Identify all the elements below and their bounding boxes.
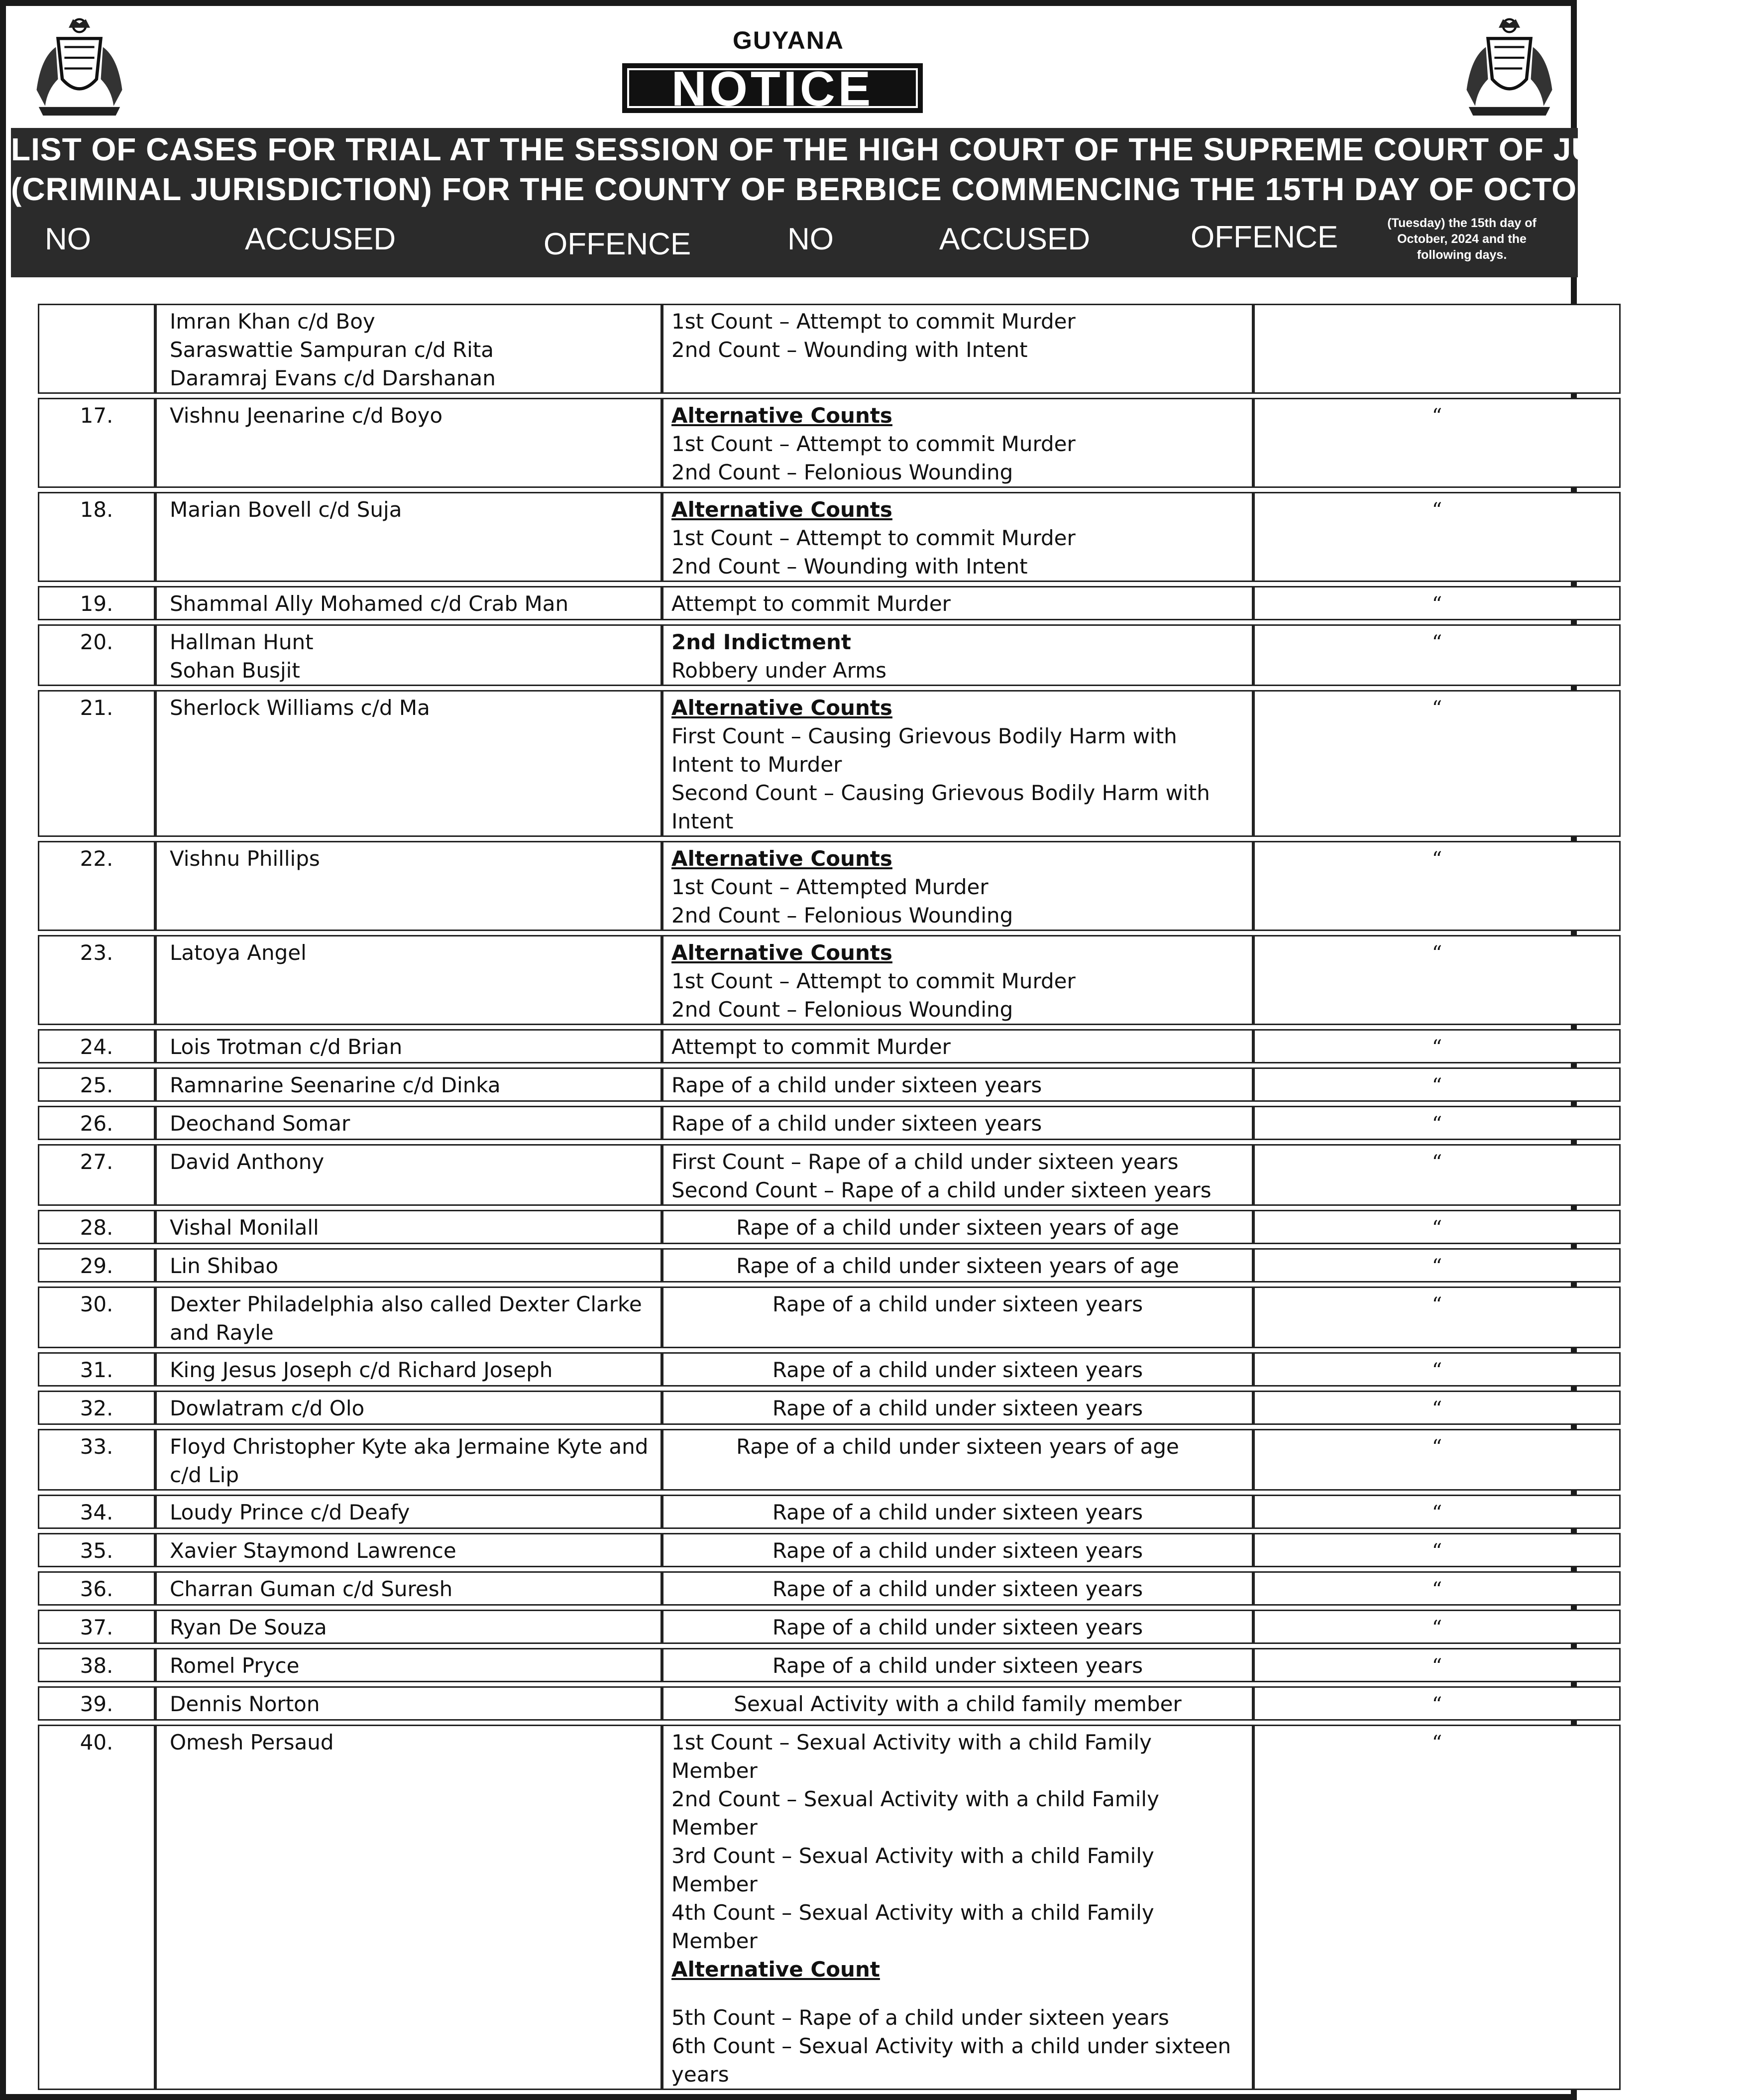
offence-line: Rape of a child under sixteen years bbox=[772, 1396, 1143, 1420]
table-row bbox=[38, 398, 1621, 488]
offence-cell bbox=[662, 1686, 1253, 1721]
accused-name: Lois Trotman c/d Brian bbox=[170, 1035, 403, 1059]
ditto-mark: “ bbox=[1431, 1217, 1442, 1240]
date-cell bbox=[1253, 1029, 1621, 1063]
offence-cell bbox=[662, 1352, 1253, 1387]
offence-line: Rape of a child under sixteen years bbox=[772, 1538, 1143, 1563]
case-number: 28. bbox=[38, 1210, 155, 1244]
accused-name: Hallman Hunt bbox=[170, 630, 314, 654]
table-row bbox=[38, 841, 1621, 931]
table-row bbox=[38, 935, 1621, 1025]
table-row bbox=[38, 1144, 1621, 1206]
offence-line: 4th Count – Sexual Activity with a child Family Member bbox=[671, 1900, 1154, 1953]
table-row bbox=[38, 1286, 1621, 1348]
ditto-mark: “ bbox=[1431, 631, 1442, 654]
ditto-mark: “ bbox=[1431, 1293, 1442, 1316]
offence-line: 2nd Count – Felonious Wounding bbox=[671, 460, 1013, 484]
offence-cell bbox=[662, 1495, 1253, 1529]
offence-cell bbox=[662, 1391, 1253, 1425]
table-row bbox=[38, 1210, 1621, 1244]
accused-name: Marian Bovell c/d Suja bbox=[170, 497, 402, 522]
table-row bbox=[38, 492, 1621, 582]
table-row bbox=[38, 1106, 1621, 1140]
title-banner bbox=[11, 128, 1761, 277]
case-number: 30. bbox=[38, 1286, 155, 1348]
offence-line: 2nd Count – Wounding with Intent bbox=[671, 554, 1028, 579]
offence-cell bbox=[662, 1067, 1253, 1102]
table-row bbox=[38, 1610, 1621, 1644]
offence-cell bbox=[662, 841, 1253, 931]
accused-name: Vishnu Phillips bbox=[170, 846, 320, 871]
offence-cell bbox=[662, 1210, 1253, 1244]
offence-line: 6th Count – Sexual Activity with a child under sixteen years bbox=[671, 2034, 1231, 2087]
offence-line: 2nd Count – Sexual Activity with a child Family Member bbox=[671, 1787, 1159, 1840]
accused-cell bbox=[155, 1610, 662, 1644]
accused-name: Vishnu Jeenarine c/d Boyo bbox=[170, 403, 443, 428]
accused-name: Dexter Philadelphia also called Dexter Clarke and Rayle bbox=[170, 1292, 642, 1345]
offence-cell bbox=[662, 1610, 1253, 1644]
case-number: 18. bbox=[38, 492, 155, 582]
accused-name: Imran Khan c/d Boy bbox=[170, 309, 375, 334]
ditto-mark: “ bbox=[1431, 1359, 1442, 1382]
case-number: 22. bbox=[38, 841, 155, 931]
offence-cell bbox=[662, 1286, 1253, 1348]
case-number bbox=[38, 304, 155, 394]
case-number: 27. bbox=[38, 1144, 155, 1206]
accused-name: Romel Pryce bbox=[170, 1653, 300, 1678]
date-cell bbox=[1253, 1352, 1621, 1387]
date-cell bbox=[1253, 398, 1621, 488]
accused-name: Xavier Staymond Lawrence bbox=[170, 1538, 456, 1563]
ditto-mark: “ bbox=[1431, 1436, 1442, 1459]
accused-cell bbox=[155, 1106, 662, 1140]
date-cell bbox=[1253, 586, 1621, 620]
case-number: 26. bbox=[38, 1106, 155, 1140]
case-number: 32. bbox=[38, 1391, 155, 1425]
table-row bbox=[38, 1571, 1621, 1606]
accused-cell bbox=[155, 1210, 662, 1244]
offence-heading: Alternative Counts bbox=[671, 696, 892, 720]
offence-line: Rape of a child under sixteen years bbox=[772, 1358, 1143, 1382]
column-header-no: NO bbox=[787, 222, 834, 256]
offence-heading: Alternative Count bbox=[671, 1957, 880, 1982]
date-cell bbox=[1253, 492, 1621, 582]
offence-line: 5th Count – Rape of a child under sixteen years bbox=[671, 2005, 1169, 2030]
offence-cell bbox=[662, 492, 1253, 582]
date-cell bbox=[1253, 624, 1621, 686]
offence-line: Attempt to commit Murder bbox=[671, 591, 951, 616]
accused-cell bbox=[155, 1029, 662, 1063]
accused-cell bbox=[155, 690, 662, 837]
ditto-mark: “ bbox=[1431, 1255, 1442, 1278]
case-number: 23. bbox=[38, 935, 155, 1025]
accused-name: Sherlock Williams c/d Ma bbox=[170, 696, 430, 720]
table-row bbox=[38, 1067, 1621, 1102]
ditto-mark: “ bbox=[1431, 1151, 1442, 1174]
offence-line: 2nd Count – Felonious Wounding bbox=[671, 997, 1013, 1022]
accused-cell bbox=[155, 1391, 662, 1425]
ditto-mark: “ bbox=[1431, 1693, 1442, 1716]
table-row bbox=[38, 1029, 1621, 1063]
column-header-offence: OFFENCE bbox=[1191, 220, 1338, 254]
accused-cell bbox=[155, 841, 662, 931]
column-header-accused: ACCUSED bbox=[939, 222, 1091, 256]
offence-line: 3rd Count – Sexual Activity with a child Family Member bbox=[671, 1844, 1154, 1896]
date-cell bbox=[1253, 1248, 1621, 1283]
offence-cell bbox=[662, 398, 1253, 488]
table-row bbox=[38, 1533, 1621, 1567]
table-row bbox=[38, 1686, 1621, 1721]
accused-cell bbox=[155, 1533, 662, 1567]
date-cell bbox=[1253, 1725, 1621, 2090]
offence-line: First Count – Rape of a child under sixteen years bbox=[671, 1150, 1179, 1174]
offence-line: Rape of a child under sixteen years of age bbox=[736, 1215, 1179, 1240]
accused-name: King Jesus Joseph c/d Richard Joseph bbox=[170, 1358, 553, 1382]
offence-line: Rape of a child under sixteen years bbox=[772, 1500, 1143, 1524]
accused-name: Shammal Ally Mohamed c/d Crab Man bbox=[170, 591, 569, 616]
cases-table bbox=[38, 300, 1621, 2094]
accused-name: Dennis Norton bbox=[170, 1692, 320, 1716]
table-row bbox=[38, 304, 1621, 394]
ditto-mark: “ bbox=[1431, 1074, 1442, 1097]
table-row bbox=[38, 1429, 1621, 1491]
date-cell bbox=[1253, 1391, 1621, 1425]
offence-line: Rape of a child under sixteen years of age bbox=[736, 1254, 1179, 1278]
ditto-mark: “ bbox=[1431, 1540, 1442, 1563]
offence-cell bbox=[662, 1571, 1253, 1606]
offence-cell bbox=[662, 1725, 1253, 2090]
date-cell bbox=[1253, 690, 1621, 837]
offence-heading: Alternative Counts bbox=[671, 403, 892, 428]
date-cell bbox=[1253, 1686, 1621, 1721]
case-number: 29. bbox=[38, 1248, 155, 1283]
accused-cell bbox=[155, 1725, 662, 2090]
offence-cell bbox=[662, 1144, 1253, 1206]
offence-cell bbox=[662, 1533, 1253, 1567]
date-note-line: following days. bbox=[1417, 248, 1507, 262]
accused-name: Sohan Busjit bbox=[170, 658, 300, 683]
offence-cell bbox=[662, 935, 1253, 1025]
table-row bbox=[38, 1391, 1621, 1425]
offence-cell bbox=[662, 624, 1253, 686]
date-cell bbox=[1253, 304, 1621, 394]
accused-cell bbox=[155, 1429, 662, 1491]
table-row bbox=[38, 586, 1621, 620]
offence-line: Second Count – Causing Grievous Bodily Harm with Intent bbox=[671, 781, 1210, 833]
date-cell bbox=[1253, 1648, 1621, 1682]
offence-cell bbox=[662, 690, 1253, 837]
date-note bbox=[1377, 215, 1546, 263]
offence-heading: Alternative Counts bbox=[671, 846, 892, 871]
accused-cell bbox=[155, 492, 662, 582]
accused-name: Vishal Monilall bbox=[170, 1215, 319, 1240]
ditto-mark: “ bbox=[1431, 405, 1442, 428]
date-cell bbox=[1253, 1144, 1621, 1206]
date-note-line: (Tuesday) the 15th day of bbox=[1387, 216, 1537, 230]
offence-cell bbox=[662, 1429, 1253, 1491]
ditto-mark: “ bbox=[1431, 1655, 1442, 1678]
accused-name: David Anthony bbox=[170, 1150, 325, 1174]
date-cell bbox=[1253, 1210, 1621, 1244]
offence-cell bbox=[662, 586, 1253, 620]
accused-name: Deochand Somar bbox=[170, 1111, 350, 1136]
case-number: 19. bbox=[38, 586, 155, 620]
offence-line: Rape of a child under sixteen years bbox=[671, 1111, 1042, 1136]
ditto-mark: “ bbox=[1431, 1732, 1442, 1754]
date-cell bbox=[1253, 1067, 1621, 1102]
accused-cell bbox=[155, 1248, 662, 1283]
accused-cell bbox=[155, 1686, 662, 1721]
offence-line: Rape of a child under sixteen years bbox=[772, 1653, 1143, 1678]
offence-line: 2nd Count – Wounding with Intent bbox=[671, 338, 1028, 362]
table-row bbox=[38, 1648, 1621, 1682]
date-cell bbox=[1253, 935, 1621, 1025]
date-cell bbox=[1253, 1533, 1621, 1567]
case-number: 38. bbox=[38, 1648, 155, 1682]
date-cell bbox=[1253, 1106, 1621, 1140]
ditto-mark: “ bbox=[1431, 593, 1442, 616]
offence-line: Rape of a child under sixteen years of age bbox=[736, 1434, 1179, 1459]
accused-name: Loudy Prince c/d Deafy bbox=[170, 1500, 410, 1524]
date-cell bbox=[1253, 1429, 1621, 1491]
accused-name: Floyd Christopher Kyte aka Jermaine Kyte and c/d Lip bbox=[170, 1434, 649, 1487]
accused-name: Latoya Angel bbox=[170, 940, 307, 965]
accused-cell bbox=[155, 398, 662, 488]
table-row bbox=[38, 1248, 1621, 1283]
case-number: 20. bbox=[38, 624, 155, 686]
accused-name: Omesh Persaud bbox=[170, 1730, 334, 1754]
date-cell bbox=[1253, 1286, 1621, 1348]
case-number: 17. bbox=[38, 398, 155, 488]
offence-cell bbox=[662, 1029, 1253, 1063]
accused-cell bbox=[155, 1067, 662, 1102]
offence-line: First Count – Causing Grievous Bodily Harm with Intent to Murder bbox=[671, 724, 1177, 777]
accused-name: Ramnarine Seenarine c/d Dinka bbox=[170, 1073, 501, 1097]
date-cell bbox=[1253, 1571, 1621, 1606]
ditto-mark: “ bbox=[1431, 942, 1442, 965]
offence-line: Rape of a child under sixteen years bbox=[772, 1615, 1143, 1639]
accused-name: Lin Shibao bbox=[170, 1254, 279, 1278]
table-row bbox=[38, 1352, 1621, 1387]
accused-cell bbox=[155, 1144, 662, 1206]
offence-line: Rape of a child under sixteen years bbox=[772, 1292, 1143, 1316]
offence-line: Rape of a child under sixteen years bbox=[671, 1073, 1042, 1097]
accused-name: Saraswattie Sampuran c/d Rita bbox=[170, 338, 494, 362]
accused-cell bbox=[155, 1495, 662, 1529]
ditto-mark: “ bbox=[1431, 1113, 1442, 1136]
offence-cell bbox=[662, 1106, 1253, 1140]
case-number: 39. bbox=[38, 1686, 155, 1721]
date-cell bbox=[1253, 1495, 1621, 1529]
accused-cell bbox=[155, 1571, 662, 1606]
accused-cell bbox=[155, 1352, 662, 1387]
accused-name: Ryan De Souza bbox=[170, 1615, 327, 1639]
offence-line: 2nd Indictment bbox=[671, 630, 851, 654]
ditto-mark: “ bbox=[1431, 1502, 1442, 1524]
offence-line: 2nd Count – Felonious Wounding bbox=[671, 903, 1013, 928]
offence-line: 1st Count – Attempt to commit Murder bbox=[671, 969, 1076, 993]
date-note-line: October, 2024 and the bbox=[1397, 232, 1527, 246]
offence-heading: Alternative Counts bbox=[671, 940, 892, 965]
offence-cell bbox=[662, 1648, 1253, 1682]
ditto-mark: “ bbox=[1431, 1036, 1442, 1059]
table-row bbox=[38, 690, 1621, 837]
ditto-mark: “ bbox=[1431, 499, 1442, 522]
country-title: GUYANA bbox=[732, 26, 845, 54]
offence-line: Attempt to commit Murder bbox=[671, 1035, 951, 1059]
title-line-2: (CRIMINAL JURISDICTION) FOR THE COUNTY OF BERBICE COMMENCING THE 15TH DAY OF OCTOBER, 2024. bbox=[11, 171, 1747, 207]
case-number: 25. bbox=[38, 1067, 155, 1102]
accused-cell bbox=[155, 1286, 662, 1348]
accused-cell bbox=[155, 624, 662, 686]
case-number: 34. bbox=[38, 1495, 155, 1529]
offence-line: Rape of a child under sixteen years bbox=[772, 1577, 1143, 1601]
case-number: 31. bbox=[38, 1352, 155, 1387]
offence-cell bbox=[662, 304, 1253, 394]
ditto-mark: “ bbox=[1431, 848, 1442, 871]
cases-table-body bbox=[38, 304, 1621, 2090]
column-header-no: NO bbox=[45, 222, 91, 256]
case-number: 24. bbox=[38, 1029, 155, 1063]
offence-heading: Alternative Counts bbox=[671, 497, 892, 522]
offence-line: Sexual Activity with a child family member bbox=[734, 1692, 1182, 1716]
ditto-mark: “ bbox=[1431, 1578, 1442, 1601]
offence-cell bbox=[662, 1248, 1253, 1283]
case-number: 37. bbox=[38, 1610, 155, 1644]
offence-line: Second Count – Rape of a child under sixteen years bbox=[671, 1178, 1211, 1202]
column-header-offence: OFFENCE bbox=[544, 227, 691, 261]
title-line-1: LIST OF CASES FOR TRIAL AT THE SESSION OF THE HIGH COURT OF THE SUPREME COURT OF JUDICATURE bbox=[11, 131, 1761, 167]
offence-line: 1st Count – Attempt to commit Murder bbox=[671, 432, 1076, 456]
table-row bbox=[38, 624, 1621, 686]
case-number: 35. bbox=[38, 1533, 155, 1567]
accused-name: Daramraj Evans c/d Darshanan bbox=[170, 366, 496, 390]
ditto-mark: “ bbox=[1431, 1398, 1442, 1420]
offence-line: Robbery under Arms bbox=[671, 658, 887, 683]
notice-heading: NOTICE bbox=[622, 63, 923, 113]
case-number: 36. bbox=[38, 1571, 155, 1606]
case-number: 21. bbox=[38, 690, 155, 837]
accused-cell bbox=[155, 304, 662, 394]
case-number: 40. bbox=[38, 1725, 155, 2090]
table-row bbox=[38, 1495, 1621, 1529]
table-row bbox=[38, 1725, 1621, 2090]
accused-cell bbox=[155, 586, 662, 620]
accused-name: Charran Guman c/d Suresh bbox=[170, 1577, 453, 1601]
ditto-mark: “ bbox=[1431, 1617, 1442, 1639]
ditto-mark: “ bbox=[1431, 697, 1442, 720]
accused-cell bbox=[155, 935, 662, 1025]
offence-line: 1st Count – Attempted Murder bbox=[671, 875, 989, 899]
date-cell bbox=[1253, 841, 1621, 931]
accused-cell bbox=[155, 1648, 662, 1682]
column-header-accused: ACCUSED bbox=[245, 222, 396, 256]
offence-line: 1st Count – Sexual Activity with a child Family Member bbox=[671, 1730, 1152, 1783]
accused-name: Dowlatram c/d Olo bbox=[170, 1396, 365, 1420]
case-number: 33. bbox=[38, 1429, 155, 1491]
date-cell bbox=[1253, 1610, 1621, 1644]
offence-line: 1st Count – Attempt to commit Murder bbox=[671, 309, 1076, 334]
offence-line: 1st Count – Attempt to commit Murder bbox=[671, 526, 1076, 550]
